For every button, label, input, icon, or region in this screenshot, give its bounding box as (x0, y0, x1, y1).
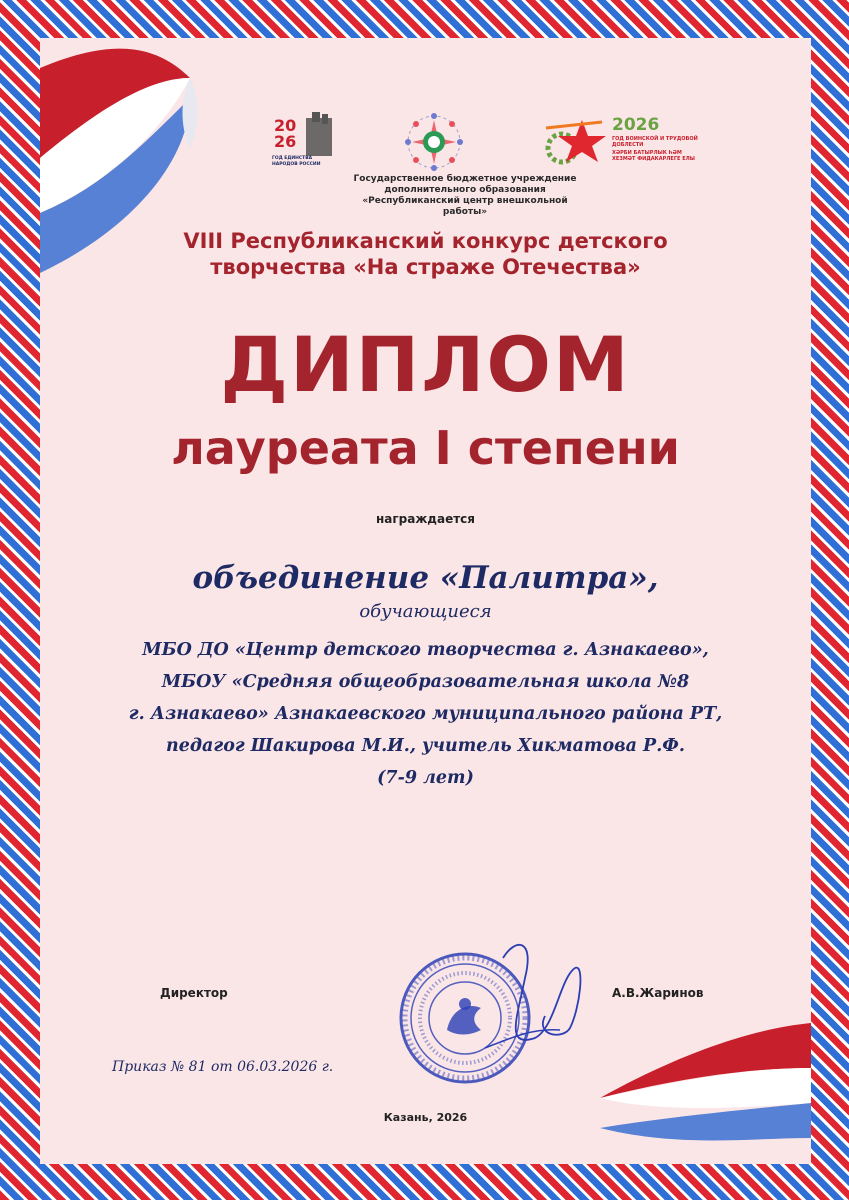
center-logo (402, 110, 466, 174)
award-line-3: г. Азнакаево» Азнакаевского муниципального района РТ, (128, 704, 723, 724)
year-of-valor-logo (542, 114, 702, 174)
contest-line-1: VIII Республиканский конкурс детского (183, 229, 668, 253)
org-line-1: Государственное бюджетное учреждение (353, 174, 577, 184)
year-of-unity-logo (272, 110, 338, 174)
diploma-sheet (40, 38, 811, 1164)
award-line-5: (7-9 лет) (377, 768, 474, 788)
official-seal-icon (385, 918, 595, 1088)
org-line-3: «Республиканский центр внешкольной работы» (362, 196, 568, 217)
year-logo-bottom: 26 (274, 132, 297, 151)
year-logo-caption: ГОД ЕДИНСТВА НАРОДОВ РОССИИ (272, 156, 321, 167)
award-line-1: МБО ДО «Центр детского творчества г. Азнакаево», (142, 640, 709, 660)
students-label: обучающиеся (359, 601, 492, 622)
signatory-name: А.В.Жаринов (612, 986, 704, 1000)
recipient-name: объединение «Палитра», (192, 560, 659, 596)
contest-line-2: творчества «На страже Отечества» (210, 255, 641, 279)
valor-logo-year: 2026 (612, 115, 660, 135)
diploma-heading: ДИПЛОМ (220, 320, 631, 409)
org-line-2: дополнительного образования (384, 185, 546, 195)
signatory-position: Директор (160, 986, 228, 1000)
valor-logo-caption-tt: ХӘРБИ БАТЫРЛЫК ҺӘМ ХЕЗМӘТ ФИДАКАРЛЕГЕ ЕЛЫ (612, 150, 695, 162)
tatarstan-emblem-icon (402, 110, 466, 174)
year-logo-top: 20 (274, 116, 297, 135)
contest-title (100, 228, 751, 280)
awarded-label: награждается (376, 512, 475, 526)
order-reference: Приказ № 81 от 06.03.2026 г. (112, 1059, 334, 1075)
award-line-2: МБОУ «Средняя общеобразовательная школа №8 (161, 672, 690, 692)
organization-name (340, 174, 590, 218)
award-line-4: педагог Шакирова М.И., учитель Хикматова Р.Ф. (165, 736, 685, 756)
star-gear-icon (542, 118, 608, 166)
degree-heading: лауреата I степени (171, 421, 680, 475)
city-year: Казань, 2026 (383, 1111, 468, 1124)
valor-logo-caption-ru: ГОД ВОИНСКОЙ И ТРУДОВОЙ ДОБЛЕСТИ (612, 136, 698, 148)
